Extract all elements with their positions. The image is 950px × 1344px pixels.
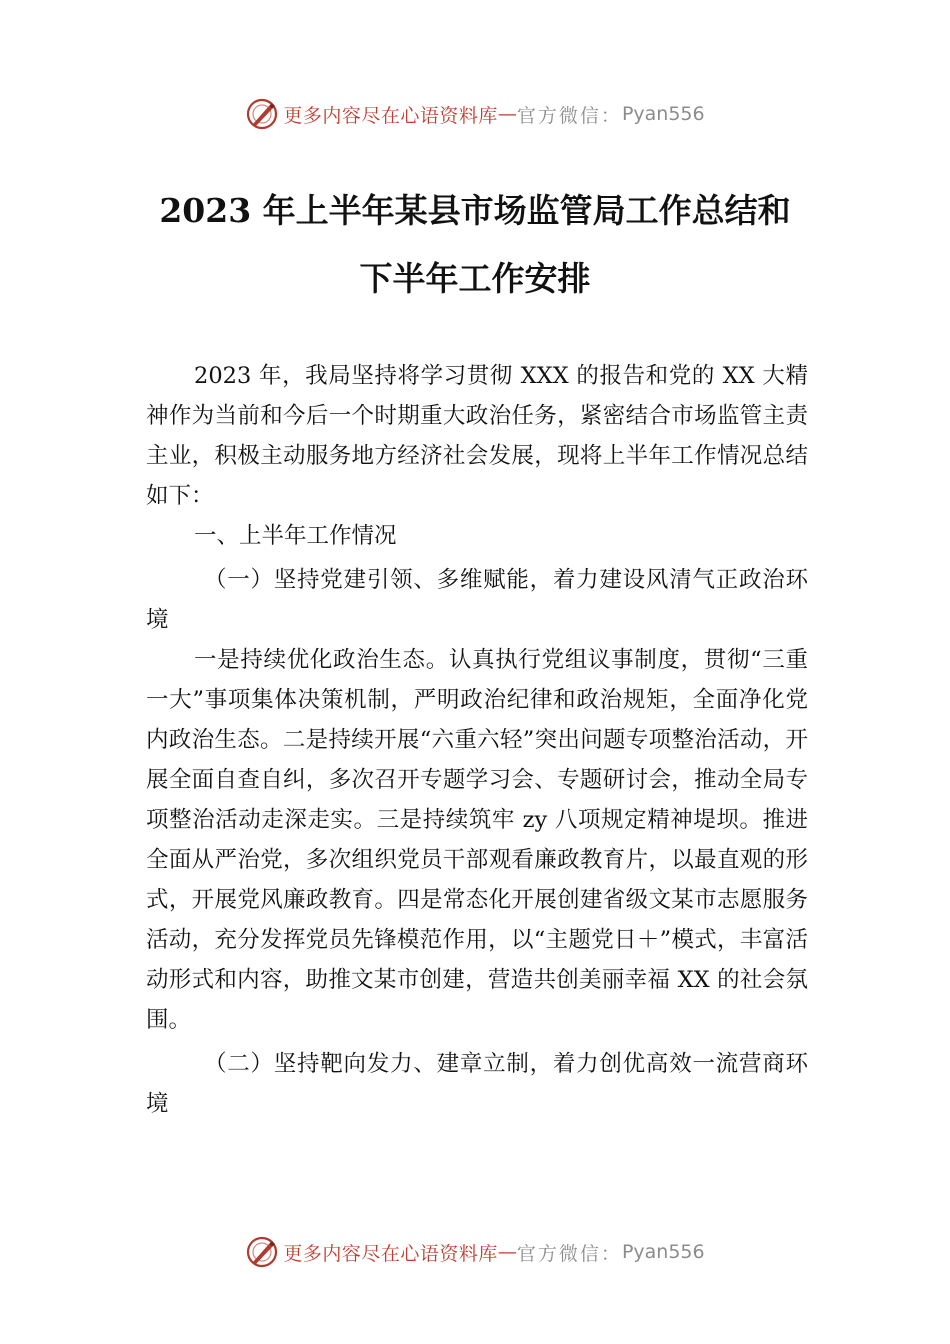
pen-circle-logo-icon (245, 1235, 279, 1269)
promo-text: 更多内容尽在心语资料库 (283, 1242, 498, 1265)
promo-text: 更多内容尽在心语资料库 (283, 104, 498, 127)
pen-circle-logo-icon (245, 97, 279, 131)
header-banner (0, 94, 950, 134)
document-body (146, 356, 808, 1124)
paragraph-intro: 2023 年，我局坚持将学习贯彻 XXX 的报告和党的 XX 大精神作为当前和今后一个时期重大政治任务，紧密结合市场监管主责主业，积极主动服务地方经济社会发展，现将上半年工作情况总结如下： (146, 363, 808, 509)
document-title-line1: 2023 年上半年某县市场监管局工作总结和 (159, 191, 791, 230)
paragraph-details: 一是持续优化政治生态。认真执行党组议事制度，贯彻“三重一大”事项集体决策机制，严明政治纪律和政治规矩，全面净化党内政治生态。二是持续开展“六重六轻”突出问题专项整治活动，开展全面自查自纠，多次召开专题学习会、专题研讨会，推动全局专项整治活动走深走实。三是持续筑牢 zy 八项规定精神堤坝。推进全面从严治党，多次组织党员干部观看廉政教育片，以最直观的形式，开展党风廉政教育。四是常态化开展创建省级文某市志愿服务活动，充分发挥党员先锋模范作用，以“主题党日＋”模式，丰富活动形式和内容，助推文某市创建，营造共创美丽幸福 XX 的社会氛围。 (146, 647, 808, 1033)
footer-banner (0, 1232, 950, 1272)
wechat-label: 官方微信： (516, 104, 622, 127)
promo-dash: — (497, 103, 517, 125)
wechat-label: 官方微信： (516, 1242, 622, 1265)
document-title-line2: 下半年工作安排 (359, 259, 591, 298)
wechat-id: Pyan556 (621, 1241, 705, 1263)
promo-dash: — (497, 1241, 517, 1263)
section-heading-1: 一、上半年工作情况 (194, 523, 397, 549)
wechat-id: Pyan556 (621, 103, 705, 125)
subsection-heading-2: （二）坚持靶向发力、建章立制，着力创优高效一流营商环境 (146, 1051, 808, 1117)
subsection-heading-1: （一）坚持党建引领、多维赋能，着力建设风清气正政治环境 (146, 567, 808, 633)
